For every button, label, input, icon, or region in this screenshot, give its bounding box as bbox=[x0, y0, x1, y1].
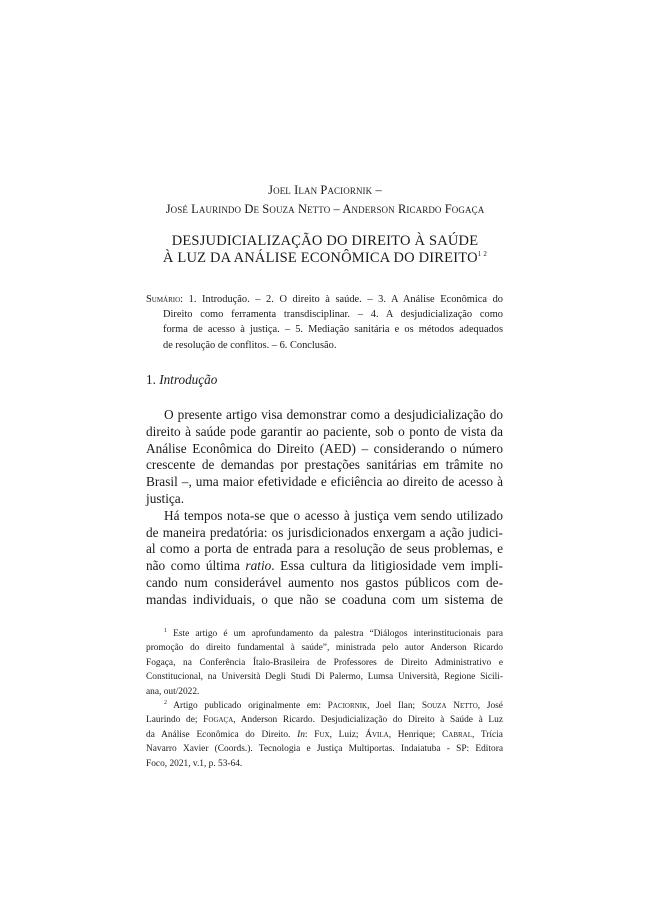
body-line: não como última ratio. Essa cultura da litigiosidade vem impli- bbox=[146, 558, 503, 574]
article-title-text: À LUZ DA ANÁLISE ECONÔMICA DO DIREITO bbox=[162, 250, 478, 266]
body-line: cando num considerável aumento nos gastos públicos com de- bbox=[146, 574, 503, 590]
footnote-line: da Análise Econômica do Direito. In: Fux, Luiz; Ávila, Henrique; Cabral, Trícia bbox=[146, 729, 503, 740]
body-line: Há tempos nota-se que o acesso à justiça vem sendo utilizado bbox=[164, 507, 503, 523]
footnote-line: ana, out/2022. bbox=[146, 686, 200, 697]
summary-line: Sumário: 1. Introdução. – 2. O direito à saúde. – 3. A Análise Econômica do bbox=[146, 294, 503, 305]
article-title-line-1: DESJUDICIALIZAÇÃO DO DIREITO À SAÚDE bbox=[171, 233, 479, 249]
article-title-line-2 bbox=[120, 249, 530, 267]
body-text bbox=[146, 407, 503, 609]
author-line-2: José Laurindo De Souza Netto – Anderson Ricardo Fogaça bbox=[165, 202, 485, 216]
body-line: direito à saúde pode garantir ao paciente, sob o ponto de vista da bbox=[146, 423, 503, 439]
section-heading bbox=[146, 372, 217, 388]
section-number: 1. bbox=[146, 372, 160, 387]
summary-label: Sumário: bbox=[146, 294, 184, 305]
footnote-line: Fogaça, na Conferência Ítalo-Brasileira de Professores de Direito Administrativo e bbox=[146, 657, 503, 668]
body-line: de maneira predatória: os jurisdicionados enxergam a ação judici- bbox=[146, 524, 503, 540]
body-line: al como a porta de entrada para a resolução de seus problemas, e bbox=[146, 541, 503, 557]
footnote-line: Foco, 2021, v.1, p. 53-64. bbox=[146, 758, 243, 769]
summary-line: Direito como ferramenta transdisciplinar. – 4. A desjudicialização como bbox=[163, 309, 503, 321]
title-footnote-refs[interactable]: 1 2 bbox=[477, 250, 488, 258]
body-line: crescente de demandas por prestações sanitárias em trâmite no bbox=[146, 457, 503, 473]
footnotes bbox=[146, 627, 503, 771]
italic-term: ratio bbox=[245, 558, 272, 574]
footnote-line: Navarro Xavier (Coords.). Tecnologia e Justiça Multiportas. Indaiatuba - SP: Editora bbox=[146, 744, 503, 755]
footnote-2: $^2$ Artigo publicado originalmente em: Paciornik, Joel Ilan; Souza Netto, José bbox=[164, 700, 503, 712]
body-line: Análise Econômica do Direito (AED) – considerando o número bbox=[146, 440, 503, 456]
summary-line: de resolução de conflitos. – 6. Conclusão. bbox=[163, 339, 337, 351]
body-line: O presente artigo visa demonstrar como a desjudicialização do bbox=[164, 407, 503, 422]
footnote-number: 2 bbox=[164, 700, 167, 707]
body-line: mandas individuais, o que não se coaduna com um sistema de bbox=[146, 591, 503, 607]
footnote-1: $^1$ Este artigo é um aprofundamento da palestra “Diálogos interinstitucionais para bbox=[164, 628, 503, 639]
author-line-1: Joel Ilan Paciornik – bbox=[268, 183, 382, 197]
footnote-line: Constitucional, na Università Degli Studi Di Palermo, Lumsa Università, Regione Sicili- bbox=[146, 672, 503, 683]
body-line: justiça. bbox=[146, 490, 185, 506]
footnote-line: Laurindo de; Fogaça, Anderson Ricardo. Desjudicialização do Direito à Saúde à Luz bbox=[146, 715, 503, 726]
footnote-number: 1 bbox=[164, 628, 167, 634]
summary-block bbox=[146, 292, 503, 353]
section-title: Introdução bbox=[159, 372, 218, 387]
body-line: Brasil –, uma maior efetividade e eficiência ao direito de acesso à bbox=[146, 474, 503, 490]
footnote-line: promoção do direito fundamental à saúde”, ministrada pelo autor Anderson Ricardo bbox=[146, 643, 503, 654]
summary-line: forma de acesso à justiça. – 5. Mediação sanitária e os métodos adequados bbox=[163, 324, 503, 336]
